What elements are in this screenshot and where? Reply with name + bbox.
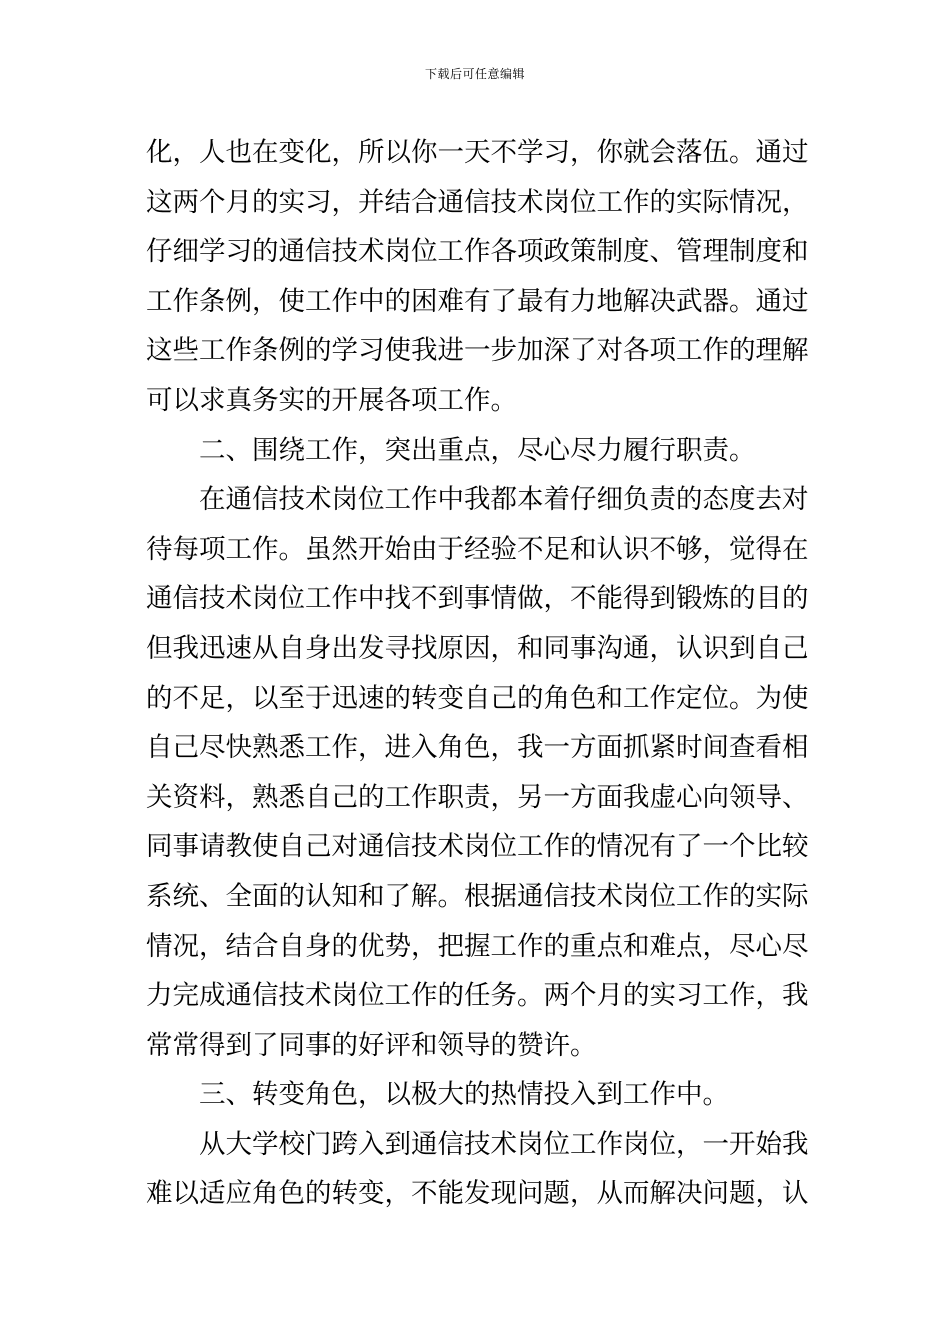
text-line: 的不足，以至于迅速的转变自己的角色和工作定位。为使: [146, 682, 809, 714]
text-line: 待每项工作。虽然开始由于经验不足和认识不够，觉得在: [146, 533, 809, 565]
text-line: 通信技术岗位工作中找不到事情做，不能得到锻炼的目的: [146, 583, 809, 615]
text-line: 可以求真务实的开展各项工作。: [146, 384, 517, 416]
page-header: 下载后可任意编辑: [424, 67, 525, 81]
text-line: 化，人也在变化，所以你一天不学习，你就会落伍。通过: [146, 137, 809, 168]
section-heading: 三、转变角色，以极大的热情投入到工作中。: [199, 1079, 729, 1111]
text-line: 力完成通信技术岗位工作的任务。两个月的实习工作，我: [146, 980, 809, 1012]
text-line: 系统、全面的认知和了解。根据通信技术岗位工作的实际: [146, 880, 809, 912]
text-line: 关资料，熟悉自己的工作职责，另一方面我虚心向领导、: [146, 781, 809, 813]
text-line: 这两个月的实习，并结合通信技术岗位工作的实际情况，: [146, 186, 809, 218]
text-line: 这些工作条例的学习使我进一步加深了对各项工作的理解: [146, 335, 809, 367]
text-line: 自己尽快熟悉工作，进入角色，我一方面抓紧时间查看相: [146, 732, 809, 764]
text-line: 难以适应角色的转变，不能发现问题，从而解决问题，认: [146, 1178, 809, 1210]
text-line: 仔细学习的通信技术岗位工作各项政策制度、管理制度和: [146, 236, 809, 268]
text-line: 同事请教使自己对通信技术岗位工作的情况有了一个比较: [146, 831, 809, 863]
text-line: 但我迅速从自身出发寻找原因，和同事沟通，认识到自己: [146, 632, 809, 664]
section-heading: 二、围绕工作，突出重点，尽心尽力履行职责。: [199, 434, 756, 466]
text-line: 工作条例，使工作中的困难有了最有力地解决武器。通过: [146, 285, 809, 317]
text-line: 常常得到了同事的好评和领导的赞许。: [146, 1029, 597, 1061]
text-line: 在通信技术岗位工作中我都本着仔细负责的态度去对: [199, 484, 809, 516]
document-body: [146, 128, 816, 1219]
text-line: 情况，结合自身的优势，把握工作的重点和难点，尽心尽: [146, 930, 809, 962]
text-line: 从大学校门跨入到通信技术岗位工作岗位，一开始我: [199, 1128, 809, 1160]
